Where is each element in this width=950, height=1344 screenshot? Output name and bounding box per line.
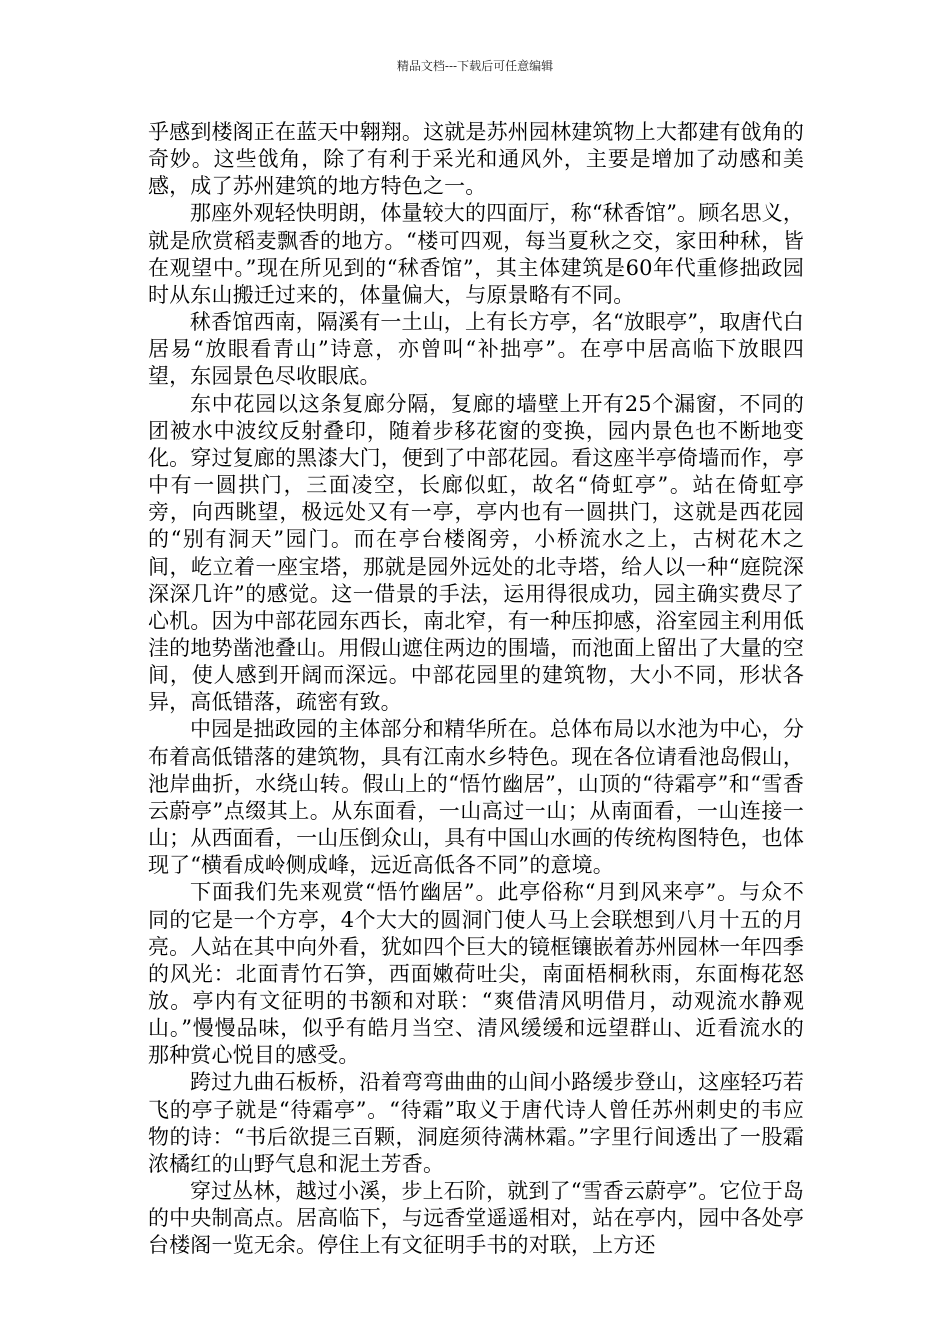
paragraph-1: 乎感到楼阁正在蓝天中翱翔。这就是苏州园林建筑物上大都建有戗角的奇妙。这些戗角，除了有利于采光和通风外，主要是增加了动感和美感，成了苏州建筑的地方特色之一。 [148, 120, 804, 199]
paragraph-4: 东中花园以这条复廊分隔，复廊的墙壁上开有25个漏窗，不同的团被水中波纹反射叠印，随着步移花窗的变换，园内景色也不断地变化。穿过复廊的黑漆大门，便到了中部花园。看这座半亭倚墙而作，亭中有一圆拱门，三面凌空，长廊似虹，故名“倚虹亭”。站在倚虹亭旁，向西眺望，极远处又有一亭，亭内也有一圆拱门，这就是西花园的“别有洞天”园门。而在亭台楼阁旁，小桥流水之上，古树花木之间，屹立着一座宝塔，那就是园外远处的北寺塔，给人以一种“庭院深深深几许”的感觉。这一借景的手法，运用得很成功，园主确实费尽了心机。因为中部花园东西长，南北窄，有一种压抑感，浴室园主利用低洼的地势凿池叠山。用假山遮住两边的围墙，而池面上留出了大量的空间，使人感到开阔而深远。中部花园里的建筑物，大小不同，形状各异，高低错落，疏密有致。 [148, 391, 804, 715]
paragraph-6: 下面我们先来观赏“悟竹幽居”。此亭俗称“月到风来亭”。与众不同的它是一个方亭，4个大大的圆洞门使人马上会联想到八月十五的月亮。人站在其中向外看，犹如四个巨大的镜框镶嵌着苏州园林一年四季的风光：北面青竹石笋，西面嫩荷吐尖，南面梧桐秋雨，东面梅花怒放。亭内有文征明的书额和对联：“爽借清风明借月，动观流水静观山。”慢慢品味，似乎有皓月当空、清风缓缓和远望群山、近看流水的那种赏心悦目的感受。 [148, 880, 804, 1068]
paragraph-5: 中园是拙政园的主体部分和精华所在。总体布局以水池为中心，分布着高低错落的建筑物，具有江南水乡特色。现在各位请看池岛假山，池岸曲折，水绕山转。假山上的“悟竹幽居”，山顶的“待霜亭”和“雪香云蔚亭”点缀其上。从东面看，一山高过一山；从南面看，一山连接一山；从西面看，一山压倒众山，具有中国山水画的传统构图特色，也体现了“横看成岭侧成峰，远近高低各不同”的意境。 [148, 717, 804, 878]
paragraph-7: 跨过九曲石板桥，沿着弯弯曲曲的山间小路缓步登山，这座轻巧若飞的亭子就是“待霜亭”。“待霜”取义于唐代诗人曾任苏州刺史的韦应物的诗：“书后欲提三百颗，洞庭须待满林霜。”字里行间透出了一股霜浓橘红的山野气息和泥土芳香。 [148, 1070, 804, 1176]
paragraph-2: 那座外观轻快明朗，体量较大的四面厅，称“秫香馆”。顾名思义，就是欣赏稻麦飘香的地方。“楼可四观，每当夏秋之交，家田种秫，皆在观望中。”现在所见到的“秫香馆”，其主体建筑是60年代重修拙政园时从东山搬迁过来的，体量偏大，与原景略有不同。 [148, 201, 804, 307]
body-text [148, 119, 804, 1260]
paragraph-8: 穿过丛林，越过小溪，步上石阶，就到了“雪香云蔚亭”。它位于岛的中央制高点。居高临下，与远香堂遥遥相对，站在亭内，园中各处亭台楼阁一览无余。停住上有文征明手书的对联，上方还 [148, 1179, 804, 1258]
page-header: 精品文档---下载后可任意编辑 [396, 59, 554, 73]
paragraph-3: 秫香馆西南，隔溪有一土山，上有长方亭，名“放眼亭”，取唐代白居易“放眼看青山”诗意，亦曾叫“补拙亭”。在亭中居高临下放眼四望，东园景色尽收眼底。 [148, 310, 804, 389]
